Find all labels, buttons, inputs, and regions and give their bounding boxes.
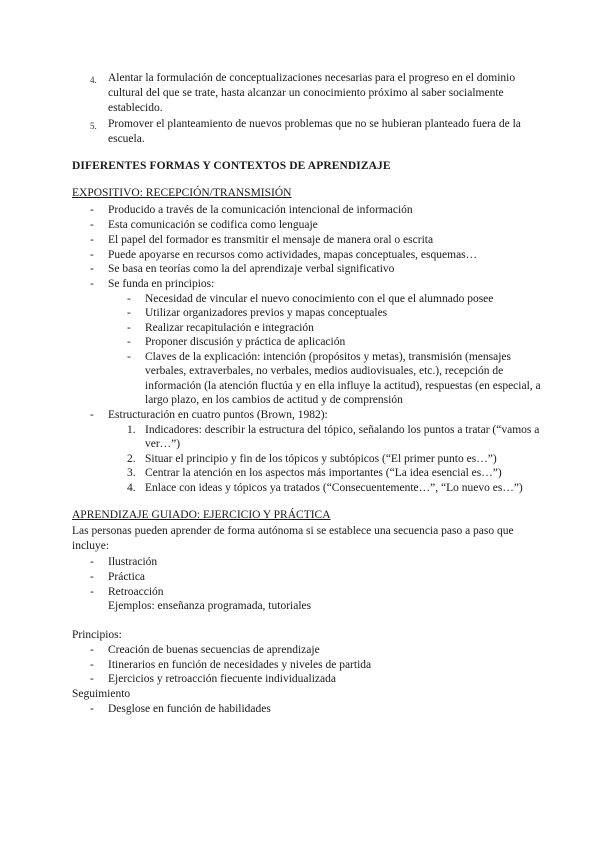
bullet-dash: - (90, 278, 94, 290)
list-item: Estructuración en cuatro puntos (Brown, 1982): (108, 409, 328, 421)
numbered-item: Enlace con ideas y tópicos ya tratados (“Consecuentemente…”, “Lo nuevo es…”) (145, 482, 523, 494)
list-item: Práctica (108, 571, 146, 583)
bullet-dash: - (127, 351, 131, 363)
bullet-dash: - (90, 219, 94, 231)
numbered-item: Centrar la atención en los aspectos más importantes (“La idea esencial es…”) (145, 467, 502, 479)
numbered-index: 1. (127, 424, 136, 436)
bullet-dash: - (127, 293, 131, 305)
list-item: Ejercicios y retroacción fiecuente individualizada (108, 673, 336, 685)
bullet-dash: - (90, 556, 94, 568)
numbered-index: 2. (127, 453, 136, 465)
examples-line: Ejemplos: enseñanza programada, tutoriales (108, 600, 312, 612)
bullet-dash: - (90, 571, 94, 583)
numbered-item: Situar el principio y fin de los tópicos y subtópicos (“El primer punto es…”) (145, 453, 497, 465)
list-item: Esta comunicación se codifica como lenguaje (108, 219, 318, 231)
list-item: Se funda en principios: (108, 278, 215, 290)
section-title-expositivo: EXPOSITIVO: RECEPCIÓN/TRANSMISIÓN (72, 187, 292, 199)
bullet-dash: - (90, 249, 94, 261)
bullet-dash: - (90, 263, 94, 275)
list-item: Creación de buenas secuencias de aprendizaje (108, 644, 320, 656)
bullet-dash: - (90, 204, 94, 216)
sub-list-item: Necesidad de vincular el nuevo conocimiento con el que el alumnado posee (145, 293, 494, 305)
sub-list-item: Proponer discusión y práctica de aplicación (145, 336, 346, 348)
bullet-dash: - (90, 644, 94, 656)
list-item: Producido a través de la comunicación intencional de información (108, 204, 413, 216)
list-item: Retroacción (108, 586, 164, 598)
seguimiento-label: Seguimiento (72, 688, 131, 700)
list-number: 5. (90, 121, 97, 131)
paragraph-line: incluye: (72, 540, 110, 552)
bullet-dash: - (90, 659, 94, 671)
list-item: Itinerarios en función de necesidades y niveles de partida (108, 659, 372, 671)
bullet-dash: - (127, 336, 131, 348)
section-title-guiado: APRENDIZAJE GUIADO: EJERCICIO Y PRÁCTICA (72, 509, 331, 521)
list-number: 4. (90, 75, 97, 85)
bullet-dash: - (90, 586, 94, 598)
bullet-dash: - (90, 673, 94, 685)
sub-list-item-line: información (la atención fluctúa y en ella influye la actitud), respuestas (en especial, a (145, 380, 541, 392)
numbered-index: 3. (127, 467, 136, 479)
list-item: Desglose en función de habilidades (108, 703, 271, 715)
numbered-index: 4. (127, 482, 136, 494)
main-heading: DIFERENTES FORMAS Y CONTEXTOS DE APRENDIZAJE (72, 160, 391, 172)
sub-list-item-line: largo plazo, en los cambios de actitud y de comprensión (145, 394, 403, 406)
list-item-line: escuela. (108, 133, 145, 145)
principles-label: Principios: (72, 629, 122, 641)
list-item-line: cultural del que se trate, hasta alcanzar un conocimiento próximo al saber socialmente (108, 87, 504, 99)
list-item-line: establecido. (108, 102, 163, 114)
bullet-dash: - (127, 322, 131, 334)
list-item-line: Alentar la formulación de conceptualizaciones necesarias para el progreso en el dominio (108, 72, 516, 84)
paragraph-line: Las personas pueden aprender de forma autónoma si se establece una secuencia paso a paso que (72, 525, 514, 537)
list-item: Puede apoyarse en recursos como actividades, mapas conceptuales, esquemas… (108, 249, 478, 261)
sub-list-item: Realizar recapitulación e integración (145, 322, 314, 334)
bullet-dash: - (90, 234, 94, 246)
bullet-dash: - (90, 703, 94, 715)
list-item: Se basa en teorías como la del aprendizaje verbal significativo (108, 263, 395, 275)
sub-list-item: Utilizar organizadores previos y mapas conceptuales (145, 307, 388, 319)
bullet-dash: - (90, 409, 94, 421)
bullet-dash: - (127, 307, 131, 319)
list-item-line: Promover el planteamiento de nuevos problemas que no se hubieran planteado fuera de la (108, 118, 521, 130)
sub-list-item-line: verbales, extraverbales, no verbales, medios audiovisuales, etc.), recepción de (145, 365, 504, 377)
list-item: El papel del formador es transmitir el mensaje de manera oral o escrita (108, 234, 434, 246)
numbered-item-line: ver…”) (145, 438, 181, 450)
sub-list-item: Claves de la explicación: intención (propósitos y metas), transmisión (mensajes (145, 351, 511, 363)
list-item: Ilustración (108, 556, 158, 568)
numbered-item: Indicadores: describir la estructura del tópico, señalando los puntos a tratar (“vamos a (145, 424, 540, 436)
